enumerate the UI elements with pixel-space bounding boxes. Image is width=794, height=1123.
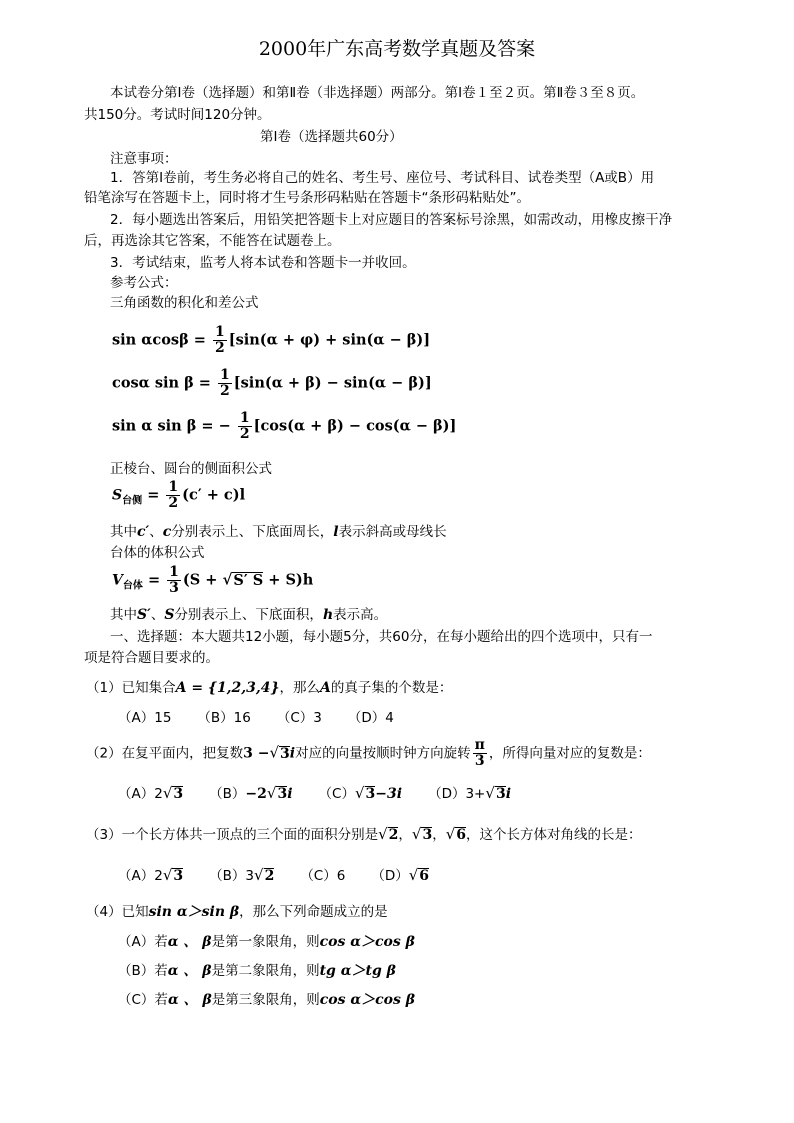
q1-option-b[interactable]: （B）16 <box>197 710 251 726</box>
q1-option-c[interactable]: （C）3 <box>276 710 322 726</box>
note-text: 、 <box>150 607 165 623</box>
formula-3-half: $\frac{1}{2}$ <box>239 410 250 442</box>
note-var: c <box>162 524 172 540</box>
stem-text: （3）一个长方体共一顶点的三个面的面积分别是 <box>86 827 379 843</box>
note-var: l <box>333 524 339 540</box>
q3-option-d[interactable]: （D）√6 <box>371 866 430 884</box>
stem-text: ， <box>398 827 412 843</box>
q2-option-b[interactable]: （B）−2√3i <box>209 784 293 802</box>
note-1-line-1: 1．答第Ⅰ卷前，考生务必将自己的姓名、考生号、座位号、考试科目、试卷类型（A或B）用 <box>110 170 655 186</box>
question-1-stem <box>86 677 452 699</box>
q2-option-a[interactable]: （A）2√3 <box>118 784 184 802</box>
stem-sqrt: 3 <box>280 745 290 762</box>
area-rhs: (c′ + c)l <box>182 486 246 504</box>
formula-heading: 参考公式： <box>110 275 178 291</box>
note-2-line-2: 后，再选涂其它答案，不能答在试题卷上。 <box>84 233 341 249</box>
stem-math: i <box>289 745 296 762</box>
stem-text: ，那么 <box>279 680 321 696</box>
stem-text: （4）已知 <box>86 904 149 920</box>
volume-sqrt: S′ S <box>233 571 264 589</box>
stem-text: ，所得向量对应的复数是： <box>488 745 651 762</box>
stem-math: A = {1,2,3,4} <box>175 680 280 696</box>
volume-third: $\frac{1}{3}$ <box>169 564 179 596</box>
formula-2 <box>112 368 432 399</box>
q3-option-c[interactable]: （C）6 <box>300 868 346 884</box>
note-text: 其中 <box>110 607 137 623</box>
volume-rhs-a: (S + <box>182 571 218 589</box>
frustum-area-note <box>110 521 447 543</box>
pi-over-3: $\frac{\pi}{3}$ <box>474 737 485 769</box>
question-2-stem: （2）在复平面内，把复数3 −√3i对应的向量按顺时钟方向旋转 $\frac{\pi}{3}$ ，所得向量对应的复数是： <box>86 737 651 769</box>
trig-heading: 三角函数的积化和差公式 <box>110 295 259 311</box>
note-text: 分别表示上、下底面周长， <box>171 524 334 540</box>
q2-option-d[interactable]: （D）3+√3i <box>428 784 512 802</box>
formula-1-half: $\frac{1}{2}$ <box>214 324 225 356</box>
question-3-stem: （3）一个长方体共一顶点的三个面的面积分别是√2，√3，√6，这个长方体对角线的长是： <box>86 825 642 843</box>
note-text: 、 <box>149 524 163 540</box>
notes-heading: 注意事项： <box>110 151 178 167</box>
stem-math: 3 − <box>243 745 270 762</box>
note-2-line-1: 2．每小题选出答案后，用铅笑把答题卡上对应题目的答案标号涂黑，如需改动，用橡皮擦干净 <box>110 212 673 228</box>
q3-option-a[interactable]: （A）2√3 <box>118 866 184 884</box>
formula-2-half: $\frac{1}{2}$ <box>220 367 230 399</box>
page-title: 2000年广东高考数学真题及答案 <box>258 38 536 60</box>
formula-3 <box>112 411 456 442</box>
stem-math: A <box>320 680 331 696</box>
formula-1 <box>112 325 430 356</box>
q1-option-a[interactable]: （A）15 <box>118 710 172 726</box>
q4-option-c[interactable]: （C）若α 、 β是第三象限角，则cos α＞cos β <box>118 992 416 1008</box>
stem-sqrt: 3 <box>422 827 433 843</box>
formula-2-rhs: [sin(α + β) − sin(α − β)] <box>233 374 432 392</box>
note-var: h <box>322 607 334 623</box>
stem-sqrt: 6 <box>456 827 467 843</box>
note-text: 表示斜高或母线长 <box>338 524 447 540</box>
part1-heading: 第Ⅰ卷（选择题共60分） <box>260 129 403 145</box>
stem-sqrt: 2 <box>388 827 399 843</box>
volume-note <box>110 604 387 626</box>
stem-text: 的真子集的个数是： <box>330 680 453 696</box>
frustum-area-formula: $S_{台侧}$ = $\frac{1}{2}$ (c′ + c)l <box>112 479 246 511</box>
stem-text: 对应的向量按顺时钟方向旋转 <box>295 745 471 762</box>
stem-math: sin α＞sin β <box>148 904 240 920</box>
formula-3-lhs: sin α sin β = − <box>112 417 231 435</box>
q3-option-b[interactable]: （B）3√2 <box>209 866 275 884</box>
volume-formula: $V_{台体}$ = $\frac{1}{3}$ (S + √S′ S + S)h <box>112 564 314 596</box>
q4-option-b[interactable]: （B）若α 、 β是第二象限角，则tg α＞tg β <box>118 963 396 979</box>
area-subscript: 台侧 <box>122 495 143 507</box>
intro-line-2: 共150分。考试时间120分钟。 <box>84 107 271 123</box>
stem-text: （2）在复平面内，把复数 <box>86 745 244 762</box>
volume-subscript: 台体 <box>122 580 143 592</box>
formula-2-lhs: cosα sin β = <box>112 374 211 392</box>
question-1-options <box>118 707 420 729</box>
stem-text: ，那么下列命题成立的是 <box>239 904 388 920</box>
question-2-options <box>118 782 537 805</box>
note-text: 表示高。 <box>333 607 388 623</box>
volume-rhs-b: + S)h <box>268 571 314 589</box>
stem-text: ， <box>432 827 446 843</box>
formula-3-rhs: [cos(α + β) − cos(α − β)] <box>253 417 457 435</box>
intro-line-1: 本试卷分第Ⅰ卷（选择题）和第Ⅱ卷（非选择题）两部分。第Ⅰ卷１至２页。第Ⅱ卷３至８页。 <box>110 85 645 101</box>
stem-text: （1）已知集合 <box>86 680 176 696</box>
note-var: S′ <box>137 607 151 623</box>
note-var: c′ <box>137 524 150 540</box>
formula-1-lhs: sin αcosβ = <box>112 331 206 349</box>
question-3-options <box>118 864 455 887</box>
area-half: $\frac{1}{2}$ <box>168 479 179 511</box>
note-text: 分别表示上、下底面积， <box>174 607 323 623</box>
note-1-line-2: 铅笔涂写在答题卡上，同时将才生号条形码粘贴在答题卡“条形码粘贴处”。 <box>84 190 530 206</box>
section-1-line-2: 项是符合题目要求的。 <box>84 650 219 666</box>
note-var: S <box>164 607 175 623</box>
q1-option-d[interactable]: （D）4 <box>347 710 394 726</box>
frustum-heading: 正棱台、圆台的侧面积公式 <box>110 461 272 477</box>
area-symbol: S <box>112 487 123 504</box>
note-text: 其中 <box>110 524 137 540</box>
section-1-line-1: 一、选择题：本大题共12小题，每小题5分，共60分，在每小题给出的四个选项中，只有一 <box>110 629 653 645</box>
volume-heading: 台体的体积公式 <box>110 545 205 561</box>
q4-option-a[interactable]: （A）若α 、 β是第一象限角，则cos α＞cos β <box>118 934 415 950</box>
stem-text: ，这个长方体对角线的长是： <box>466 827 642 843</box>
note-3: 3．考试结束，监考人将本试卷和答题卡一并收回。 <box>110 255 416 271</box>
formula-1-rhs: [sin(α + φ) + sin(α − β)] <box>228 331 431 349</box>
volume-symbol: V <box>112 572 123 589</box>
question-4-stem <box>86 901 388 923</box>
q2-option-c[interactable]: （C）√3−3i <box>318 784 403 802</box>
